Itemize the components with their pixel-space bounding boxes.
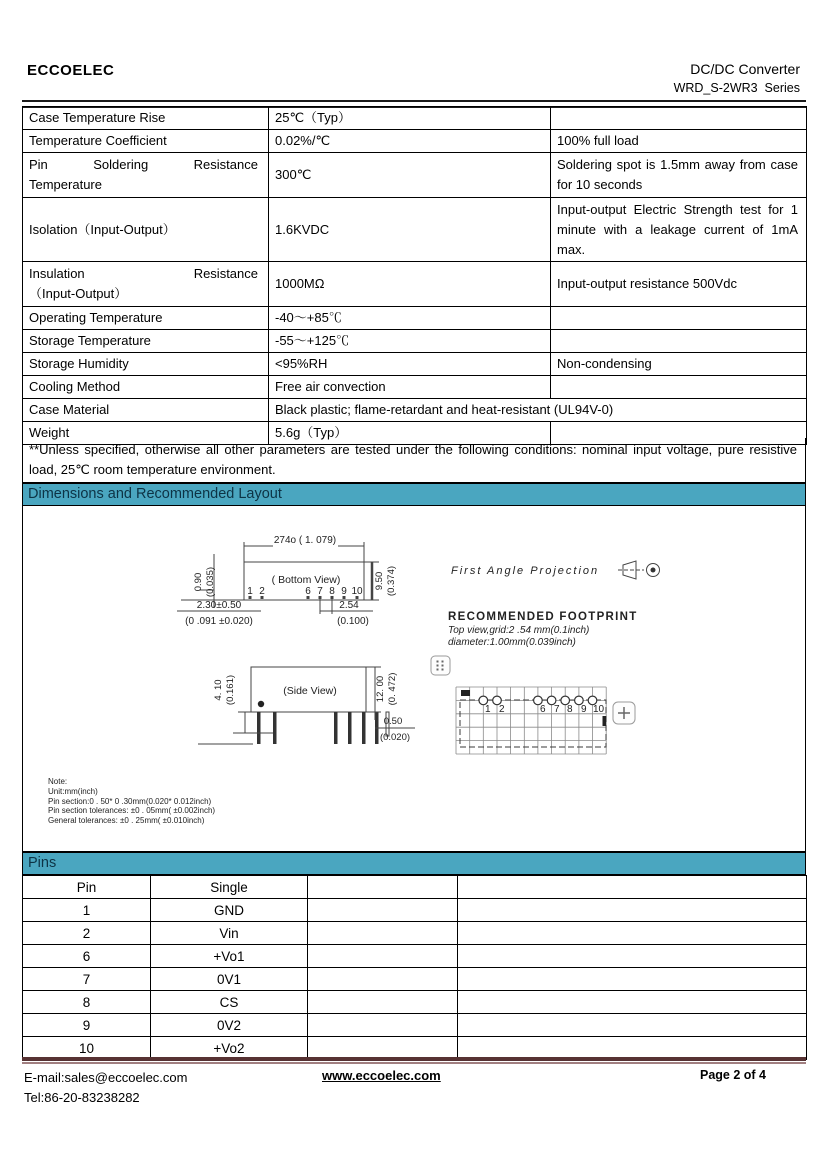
spec-param: Temperature Coefficient [23, 130, 269, 153]
fp-pin-label: 1 [485, 704, 491, 715]
pin-function: +Vo1 [151, 945, 308, 968]
pin-number: 9 [23, 1014, 151, 1037]
spec-param: Weight [23, 422, 269, 445]
table-row [23, 353, 807, 376]
pin-number: 10 [23, 1037, 151, 1060]
footprint-title: RECOMMENDED FOOTPRINT [448, 611, 638, 623]
note-line: General tolerances: ±0 . 25mm( ±0.010inch) [48, 816, 205, 826]
footer-website-link[interactable]: www.eccoelec.com [322, 1068, 441, 1083]
spec-value: 0.02%/℃ [269, 130, 551, 153]
section-header-dimensions: Dimensions and Recommended Layout [22, 483, 806, 506]
company-logo-text: ECCOELEC [27, 62, 115, 79]
pin-empty-cell [308, 1014, 458, 1037]
spec-param: Case Material [23, 399, 269, 422]
bv-dim-right: 9.50 [374, 571, 385, 591]
bv-dim-top: 274o ( 1. 079) [273, 535, 337, 546]
bv-pin-num: 7 [317, 586, 323, 597]
table-row [23, 968, 807, 991]
spec-param: Operating Temperature [23, 307, 269, 330]
spec-value: <95%RH [269, 353, 551, 376]
sv-dim-right-in: (0. 472) [387, 672, 398, 706]
param-word: Pin [29, 157, 48, 172]
pins-table [22, 875, 807, 1060]
section-header-pins: Pins [22, 852, 806, 875]
note-line: Note: [48, 777, 68, 786]
table-row [23, 922, 807, 945]
fp-pin-label: 8 [567, 704, 573, 715]
spec-param: Isolation（Input-Output） [23, 198, 269, 262]
table-row [23, 130, 807, 153]
pin-empty-cell [458, 968, 807, 991]
bv-pin-num: 9 [341, 586, 347, 597]
bv-dim-bl-in: (0 .091 ±0.020) [185, 616, 253, 627]
spec-value: 25℃（Typ） [269, 107, 551, 130]
pin-function: +Vo2 [151, 1037, 308, 1060]
pin-empty-cell [458, 922, 807, 945]
spec-value: 5.6g（Typ） [269, 422, 551, 445]
table-row [23, 262, 807, 307]
spec-table [22, 106, 807, 445]
pin-empty-cell [308, 945, 458, 968]
drawing-notes [48, 777, 215, 826]
spec-note [551, 107, 807, 130]
note-line: Pin section:0 . 50* 0 .30mm(0.020* 0.012inch) [48, 796, 212, 806]
spec-value: Black plastic; flame-retardant and heat-resistant (UL94V-0) [269, 399, 807, 422]
sv-dim-left: 4. 10 [213, 679, 224, 701]
pins-header-empty [458, 876, 807, 899]
pin-number: 6 [23, 945, 151, 968]
spec-param: Case Temperature Rise [23, 107, 269, 130]
note-line: Pin section tolerances: ±0 . 05mm( ±0.002inch) [48, 806, 216, 816]
bv-label: ( Bottom View) [271, 574, 341, 586]
sv-dim-left-in: (0.161) [225, 674, 236, 706]
param-word: Soldering [93, 157, 149, 172]
sv-dim-pin: 0.50 [383, 716, 403, 727]
pin-function: CS [151, 991, 308, 1014]
param-word: Resistance [193, 157, 258, 172]
table-row [23, 376, 807, 399]
sv-label: (Side View) [283, 685, 337, 697]
dimensions-diagram [22, 506, 806, 852]
pin-number: 2 [23, 922, 151, 945]
pin-function: 0V2 [151, 1014, 308, 1037]
pin-empty-cell [458, 991, 807, 1014]
bv-dim-left: 0.90 [193, 572, 204, 592]
bv-pin-num: 8 [329, 586, 335, 597]
pin-empty-cell [458, 945, 807, 968]
spec-param: Storage Humidity [23, 353, 269, 376]
footer-contact [24, 1068, 187, 1108]
footprint-subtitle: diameter:1.00mm(0.039inch) [448, 637, 576, 648]
spec-note [551, 307, 807, 330]
bv-pin-num: 6 [305, 586, 311, 597]
pin-empty-cell [308, 899, 458, 922]
fp-pin-label: 7 [554, 704, 560, 715]
footprint-subtitle: Top view,grid:2 .54 mm(0.1inch) [448, 625, 590, 636]
table-row [23, 330, 807, 353]
spec-value: Free air convection [269, 376, 551, 399]
param-line2: Temperature [29, 177, 102, 192]
sv-dim-pin-in: (0.020) [379, 732, 411, 743]
spec-value: -55～+125℃ [269, 330, 551, 353]
table-row [23, 399, 807, 422]
projection-label: First Angle Projection [451, 565, 600, 577]
spec-value: -40～+85℃ [269, 307, 551, 330]
spec-value: 1.6KVDC [269, 198, 551, 262]
fp-pin-label: 9 [581, 704, 587, 715]
header-right [674, 56, 800, 95]
test-conditions-footnote: **Unless specified, otherwise all other parameters are tested under the following conditions: nominal input voltage, pure resistive load, 25℃ room temperature environment. [22, 438, 806, 483]
sv-dim-right: 12. 00 [375, 675, 386, 703]
bv-dim-br-in: (0.100) [337, 616, 369, 627]
bv-pin-num: 1 [247, 586, 253, 597]
table-row [23, 153, 807, 198]
bv-dim-br: 2.54 [339, 600, 359, 611]
pins-header-single: Single [151, 876, 308, 899]
spec-param [23, 153, 269, 198]
pin-empty-cell [458, 899, 807, 922]
series-title: WRD_S-2WR3 Series [673, 81, 800, 95]
bv-dim-bl: 2.30±0.50 [196, 600, 242, 611]
pin-function: 0V1 [151, 968, 308, 991]
product-title: DC/DC Converter [690, 61, 800, 77]
spec-value: 300℃ [269, 153, 551, 198]
table-row [23, 991, 807, 1014]
pin-empty-cell [308, 968, 458, 991]
pin-number: 1 [23, 899, 151, 922]
table-row [23, 107, 807, 130]
pin-number: 7 [23, 968, 151, 991]
pin-empty-cell [308, 991, 458, 1014]
pin-empty-cell [308, 922, 458, 945]
bv-dim-left-in: (0.035) [205, 566, 216, 598]
param-word: Resistance [193, 266, 258, 281]
spec-note: Input-output Electric Strength test for 1 minute with a leakage current of 1mA max. [551, 198, 807, 262]
pin-empty-cell [458, 1014, 807, 1037]
table-row [23, 198, 807, 262]
note-line: Unit:mm(inch) [48, 786, 98, 796]
spec-note: 100% full load [551, 130, 807, 153]
table-row [23, 945, 807, 968]
spec-note: Non-condensing [551, 353, 807, 376]
table-row [23, 899, 807, 922]
table-header-row [23, 876, 807, 899]
footer-rule [22, 1057, 806, 1064]
spec-param [23, 262, 269, 307]
footer-email[interactable]: E-mail:sales@eccoelec.com [24, 1070, 188, 1085]
page-header [22, 56, 806, 100]
pin-function: GND [151, 899, 308, 922]
bv-pin-num: 2 [259, 586, 265, 597]
param-word: Insulation [29, 266, 85, 281]
footer-tel: Tel:86-20-83238282 [24, 1090, 140, 1105]
pin-function: Vin [151, 922, 308, 945]
spec-note: Input-output resistance 500Vdc [551, 262, 807, 307]
bv-dim-right-in: (0.374) [386, 565, 397, 597]
spec-param: Storage Temperature [23, 330, 269, 353]
pin-number: 8 [23, 991, 151, 1014]
pins-header-empty [308, 876, 458, 899]
spec-note [551, 376, 807, 399]
fp-pin-label: 2 [499, 704, 505, 715]
page-number: Page 2 of 4 [700, 1068, 766, 1082]
spec-value: 1000MΩ [269, 262, 551, 307]
spec-note: Soldering spot is 1.5mm away from case for 10 seconds [551, 153, 807, 198]
datasheet-page [22, 0, 806, 1169]
bv-pin-num: 10 [351, 586, 363, 597]
spec-param: Cooling Method [23, 376, 269, 399]
param-line2: （Input-Output） [29, 286, 128, 301]
table-row [23, 307, 807, 330]
fp-pin-label: 10 [593, 704, 605, 715]
table-row [23, 1014, 807, 1037]
fp-pin-label: 6 [540, 704, 546, 715]
spec-note [551, 330, 807, 353]
pins-header-pin: Pin [23, 876, 151, 899]
